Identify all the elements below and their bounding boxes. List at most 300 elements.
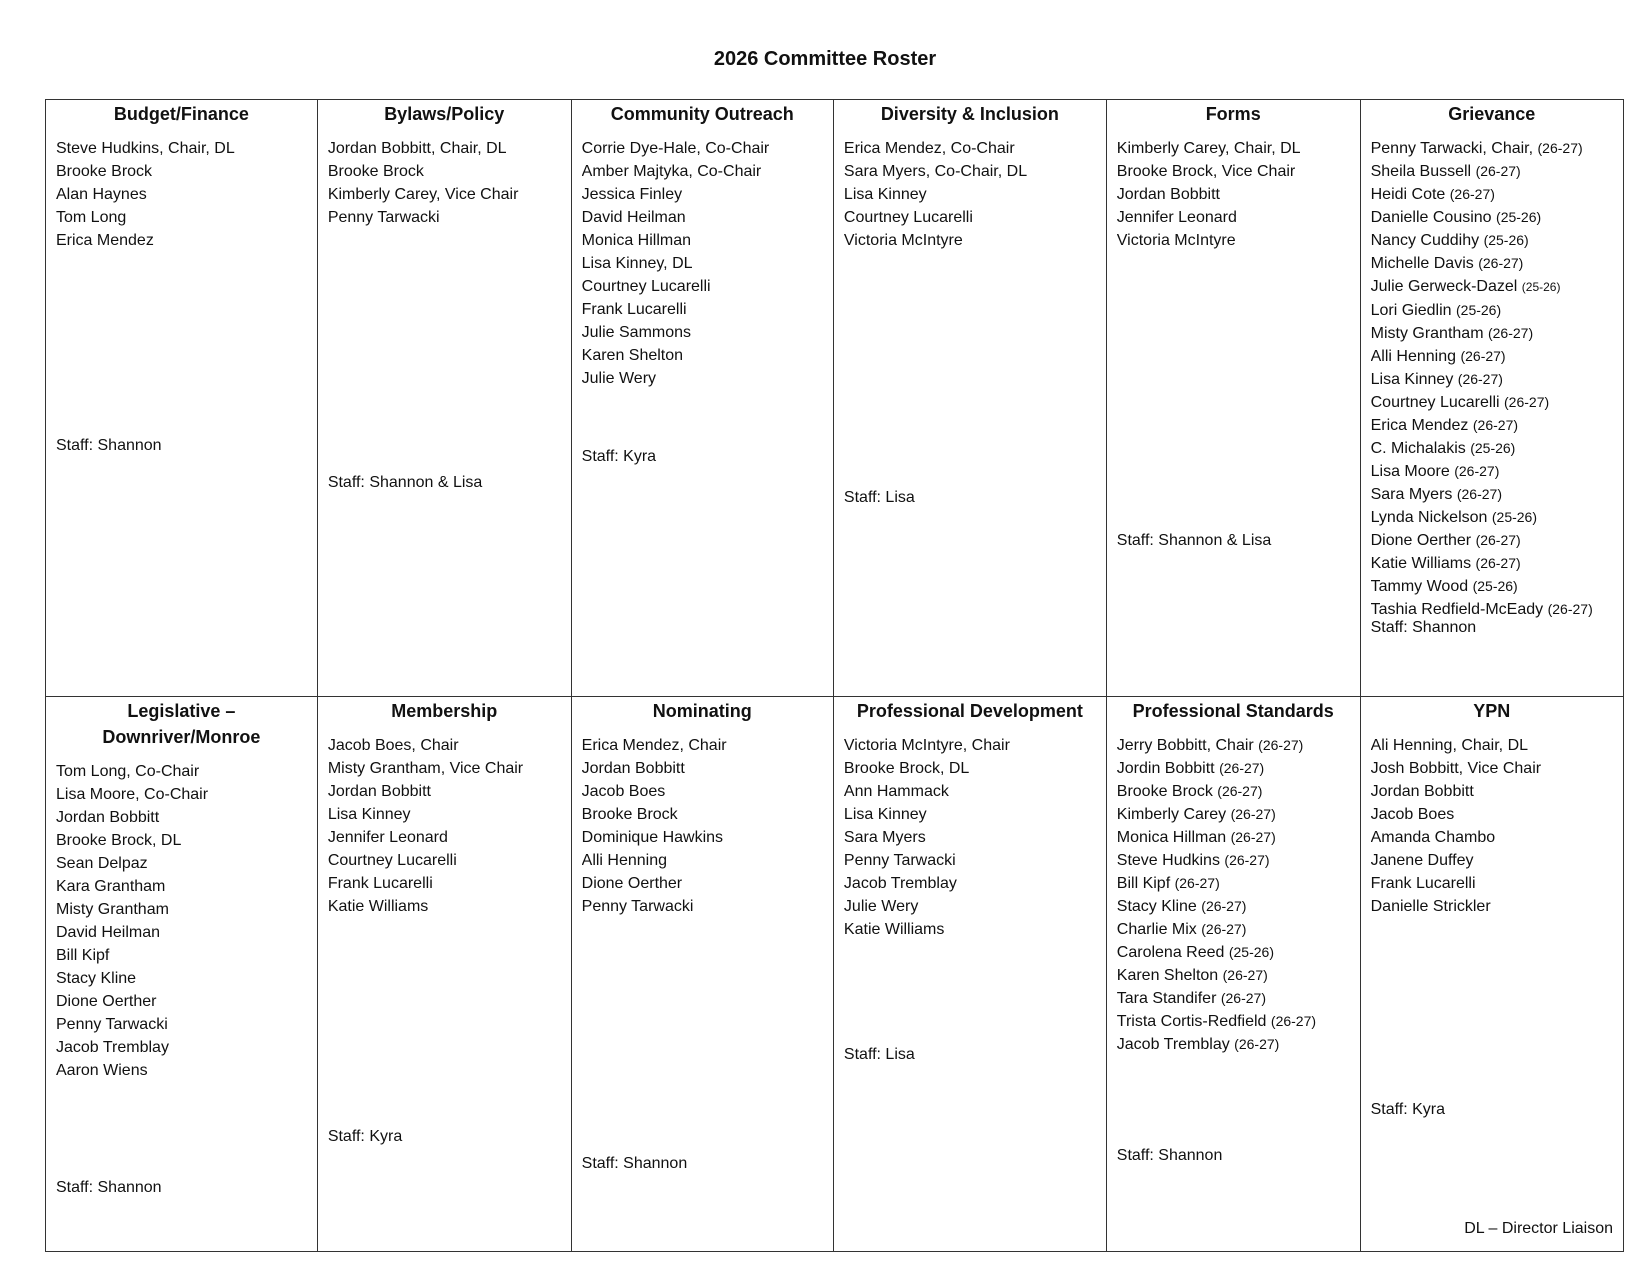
staff-contact: Staff: Shannon — [1370, 619, 1477, 636]
member-list — [328, 734, 561, 918]
member-name: Karen Shelton — [1116, 967, 1219, 984]
member-entry — [56, 137, 307, 160]
member-entry — [1117, 1033, 1350, 1056]
member-entry — [1117, 734, 1350, 757]
member-term: (25-26) — [1472, 578, 1518, 594]
member-entry — [1371, 368, 1613, 391]
member-term: (26-27) — [1454, 463, 1500, 479]
member-entry — [56, 1059, 307, 1082]
member-name: Erica Mendez — [1370, 417, 1469, 434]
member-name: Penny Tarwacki — [581, 898, 694, 915]
member-name: Kara Grantham — [56, 878, 166, 895]
member-name: Brooke Brock — [1116, 783, 1213, 800]
member-name: Steve Hudkins, Chair, DL — [56, 140, 235, 157]
committee-cell — [317, 697, 571, 1252]
member-name: Jennifer Leonard — [327, 829, 448, 846]
member-entry — [56, 944, 307, 967]
member-entry — [56, 898, 307, 921]
committee-title: Forms — [1205, 104, 1261, 124]
member-entry — [1371, 826, 1613, 849]
member-name: Brooke Brock, DL — [843, 760, 970, 777]
member-entry — [328, 734, 561, 757]
member-term: (26-27) — [1449, 186, 1495, 202]
member-name: Jennifer Leonard — [1116, 209, 1237, 226]
committee-title: Professional Standards — [1132, 701, 1334, 721]
member-entry — [582, 757, 823, 780]
member-entry — [844, 826, 1096, 849]
member-entry — [582, 367, 823, 390]
member-name: Dione Oerther — [1370, 532, 1472, 549]
member-name: Josh Bobbitt, Vice Chair — [1370, 760, 1542, 777]
member-entry — [1371, 437, 1613, 460]
staff-contact: Staff: Kyra — [1370, 1101, 1446, 1118]
member-list — [844, 137, 1096, 252]
member-entry — [1371, 552, 1613, 575]
member-entry — [844, 918, 1096, 941]
member-entry — [1371, 757, 1613, 780]
committee-title: Nominating — [652, 701, 752, 721]
member-entry — [1371, 252, 1613, 275]
member-term: (25-26) — [1470, 440, 1516, 456]
member-name: Victoria McIntyre — [843, 232, 963, 249]
member-entry — [1117, 206, 1350, 229]
member-term: (26-27) — [1219, 760, 1265, 776]
member-list — [582, 137, 823, 390]
member-term: (26-27) — [1547, 601, 1593, 617]
member-name: Erica Mendez — [56, 232, 154, 249]
member-name: Jerry Bobbitt, Chair — [1116, 737, 1254, 754]
member-entry — [1371, 734, 1613, 757]
member-name: Misty Grantham — [1370, 325, 1484, 342]
legend-note: DL – Director Liaison — [1464, 1220, 1613, 1237]
member-entry — [1371, 391, 1613, 414]
member-entry — [844, 206, 1096, 229]
member-list — [328, 137, 561, 229]
member-entry — [582, 160, 823, 183]
member-name: Katie Williams — [843, 921, 945, 938]
member-name: Lisa Kinney — [843, 806, 927, 823]
member-entry — [328, 849, 561, 872]
member-name: Stacy Kline — [56, 970, 137, 987]
member-entry — [1117, 918, 1350, 941]
member-name: Lisa Kinney — [327, 806, 411, 823]
member-entry — [844, 803, 1096, 826]
member-term: (26-27) — [1220, 990, 1266, 1006]
member-name: Monica Hillman — [1116, 829, 1227, 846]
member-list — [56, 760, 307, 1082]
member-entry — [1117, 1010, 1350, 1033]
staff-contact: Staff: Shannon & Lisa — [327, 474, 483, 491]
member-entry — [56, 183, 307, 206]
member-name: Brooke Brock — [581, 806, 678, 823]
member-name: Lisa Moore, Co-Chair — [56, 786, 209, 803]
member-name: Charlie Mix — [1116, 921, 1197, 938]
member-name: Amber Majtyka, Co-Chair — [581, 163, 762, 180]
member-entry — [844, 780, 1096, 803]
member-name: Dominique Hawkins — [581, 829, 724, 846]
member-name: Jacob Tremblay — [56, 1039, 169, 1056]
member-entry — [1371, 299, 1613, 322]
staff-contact: Staff: Shannon — [581, 1155, 688, 1172]
member-term: (26-27) — [1174, 875, 1220, 891]
member-entry — [56, 783, 307, 806]
member-entry — [1117, 872, 1350, 895]
member-entry — [844, 734, 1096, 757]
committee-title: Professional Development — [856, 701, 1083, 721]
member-name: Sheila Bussell — [1370, 163, 1472, 180]
page-title: 2026 Committee Roster — [713, 48, 937, 70]
member-entry — [1371, 322, 1613, 345]
member-name: Jordan Bobbitt — [327, 783, 431, 800]
member-name: Tashia Redfield-McEady — [1370, 601, 1544, 618]
member-entry — [328, 803, 561, 826]
member-entry — [1117, 780, 1350, 803]
member-term: (25-26) — [1496, 209, 1542, 225]
committee-cell — [571, 697, 833, 1252]
member-entry — [582, 895, 823, 918]
member-entry — [582, 298, 823, 321]
member-entry — [1371, 803, 1613, 826]
member-name: Erica Mendez, Co-Chair — [843, 140, 1015, 157]
member-name: Penny Tarwacki, Chair, — [1370, 140, 1534, 157]
member-entry — [582, 252, 823, 275]
member-name: Alan Haynes — [56, 186, 147, 203]
member-name: Karen Shelton — [581, 347, 684, 364]
member-entry — [328, 895, 561, 918]
member-entry — [56, 875, 307, 898]
committee-title: Grievance — [1448, 104, 1536, 124]
member-entry — [56, 921, 307, 944]
member-entry — [844, 895, 1096, 918]
staff-contact: Staff: Kyra — [581, 448, 657, 465]
member-entry — [56, 806, 307, 829]
member-list — [582, 734, 823, 918]
member-name: Courtney Lucarelli — [327, 852, 457, 869]
staff-contact: Staff: Lisa — [843, 489, 915, 506]
member-entry — [328, 780, 561, 803]
member-name: Stacy Kline — [1116, 898, 1197, 915]
member-entry — [1371, 529, 1613, 552]
member-name: Lisa Moore — [1370, 463, 1450, 480]
member-name: Amanda Chambo — [1370, 829, 1496, 846]
member-name: Julie Wery — [843, 898, 919, 915]
member-name: Brooke Brock, Vice Chair — [1116, 163, 1296, 180]
committee-title: YPN — [1473, 701, 1511, 721]
member-name: Brooke Brock — [327, 163, 424, 180]
committee-cell — [46, 100, 318, 697]
member-name: Dione Oerther — [581, 875, 683, 892]
member-list — [1371, 734, 1613, 918]
member-name: Sean Delpaz — [56, 855, 148, 872]
member-entry — [1117, 803, 1350, 826]
member-entry — [328, 183, 561, 206]
member-list — [56, 137, 307, 252]
member-entry — [1117, 941, 1350, 964]
member-entry — [1117, 895, 1350, 918]
member-entry — [1371, 160, 1613, 183]
member-name: Lynda Nickelson — [1370, 509, 1488, 526]
member-name: Courtney Lucarelli — [581, 278, 711, 295]
member-entry — [1117, 757, 1350, 780]
member-name: Brooke Brock — [56, 163, 153, 180]
member-term: (26-27) — [1230, 829, 1276, 845]
member-entry — [1371, 183, 1613, 206]
member-term: (26-27) — [1472, 417, 1519, 433]
member-entry — [582, 780, 823, 803]
member-entry — [1371, 895, 1613, 918]
member-entry — [1371, 575, 1613, 598]
member-entry — [328, 206, 561, 229]
member-entry — [582, 826, 823, 849]
member-entry — [328, 137, 561, 160]
member-entry — [56, 829, 307, 852]
member-entry — [1371, 206, 1613, 229]
member-name: Lisa Kinney — [1370, 371, 1454, 388]
committee-title: Membership — [391, 701, 498, 721]
member-name: C. Michalakis — [1370, 440, 1466, 457]
member-entry — [844, 160, 1096, 183]
member-name: Penny Tarwacki — [327, 209, 440, 226]
member-entry — [1117, 849, 1350, 872]
member-entry — [582, 321, 823, 344]
member-term: (25-26) — [1483, 232, 1529, 248]
member-name: Katie Williams — [1370, 555, 1472, 572]
committee-cell — [1360, 697, 1623, 1252]
member-name: Alli Henning — [581, 852, 668, 869]
staff-contact: Staff: Shannon — [56, 1179, 162, 1196]
member-entry — [1117, 987, 1350, 1010]
member-term: (26-27) — [1487, 325, 1534, 341]
member-name: Penny Tarwacki — [843, 852, 956, 869]
member-name: Kimberly Carey, Vice Chair — [327, 186, 519, 203]
staff-contact: Staff: Shannon — [1116, 1147, 1223, 1164]
member-entry — [844, 183, 1096, 206]
committee-cell — [1360, 100, 1623, 697]
committee-cell — [833, 100, 1106, 697]
committee-title: Legislative – Downriver/Monroe — [102, 701, 261, 747]
member-term: (26-27) — [1224, 852, 1270, 868]
member-entry — [582, 137, 823, 160]
member-name: Frank Lucarelli — [327, 875, 433, 892]
member-entry — [56, 990, 307, 1013]
committee-title: Diversity & Inclusion — [880, 104, 1059, 124]
member-term: (26-27) — [1478, 255, 1524, 271]
member-entry — [56, 852, 307, 875]
member-name: Misty Grantham — [56, 901, 169, 918]
member-entry — [844, 849, 1096, 872]
member-name: Lori Giedlin — [1370, 302, 1452, 319]
member-name: Victoria McIntyre — [1116, 232, 1236, 249]
roster-table — [45, 99, 1624, 1252]
member-name: Nancy Cuddihy — [1370, 232, 1480, 249]
member-name: Ali Henning, Chair, DL — [1370, 737, 1529, 754]
member-entry — [844, 137, 1096, 160]
member-name: Ann Hammack — [843, 783, 949, 800]
committee-title: Community Outreach — [610, 104, 794, 124]
member-term: (26-27) — [1504, 394, 1550, 410]
member-name: David Heilman — [581, 209, 686, 226]
member-entry — [328, 757, 561, 780]
member-entry — [56, 206, 307, 229]
member-entry — [56, 760, 307, 783]
member-entry — [582, 734, 823, 757]
member-term: (26-27) — [1201, 921, 1247, 937]
member-name: Sara Myers, Co-Chair, DL — [843, 163, 1028, 180]
member-name: Julie Sammons — [581, 324, 692, 341]
member-name: Jacob Boes, Chair — [327, 737, 459, 754]
member-name: Jacob Tremblay — [1116, 1036, 1230, 1053]
member-name: Jacob Boes — [581, 783, 666, 800]
member-name: Monica Hillman — [581, 232, 692, 249]
member-entry — [56, 1013, 307, 1036]
member-entry — [1371, 229, 1613, 252]
member-term: (25-26) — [1491, 509, 1538, 525]
member-name: Janene Duffey — [1370, 852, 1474, 869]
member-name: Brooke Brock, DL — [56, 832, 182, 849]
member-term: (26-27) — [1201, 898, 1247, 914]
member-name: Carolena Reed — [1116, 944, 1225, 961]
member-list — [1371, 137, 1613, 621]
member-entry — [1371, 275, 1613, 299]
member-entry — [1117, 826, 1350, 849]
member-name: Aaron Wiens — [56, 1062, 148, 1079]
member-name: Lisa Kinney, DL — [581, 255, 693, 272]
member-name: Tara Standifer — [1116, 990, 1217, 1007]
member-name: Alli Henning — [1370, 348, 1456, 365]
member-entry — [1117, 137, 1350, 160]
member-name: Victoria McIntyre, Chair — [843, 737, 1010, 754]
member-entry — [1117, 964, 1350, 987]
member-term: (26-27) — [1537, 140, 1583, 156]
member-term: (26-27) — [1475, 163, 1521, 179]
member-entry — [582, 206, 823, 229]
member-name: Trista Cortis-Redfield — [1116, 1013, 1267, 1030]
member-name: Katie Williams — [327, 898, 429, 915]
committee-cell — [1106, 697, 1360, 1252]
member-term: (26-27) — [1234, 1036, 1280, 1052]
member-name: Jordan Bobbitt — [1370, 783, 1474, 800]
member-term: (25-26) — [1456, 302, 1502, 318]
committee-cell — [46, 697, 318, 1252]
member-name: Frank Lucarelli — [581, 301, 687, 318]
member-entry — [582, 183, 823, 206]
member-name: Courtney Lucarelli — [1370, 394, 1500, 411]
member-name: Jordan Bobbitt — [1116, 186, 1220, 203]
member-name: Misty Grantham, Vice Chair — [327, 760, 524, 777]
member-entry — [844, 872, 1096, 895]
member-name: Julie Wery — [581, 370, 657, 387]
member-name: Bill Kipf — [56, 947, 110, 964]
member-entry — [582, 803, 823, 826]
member-entry — [582, 344, 823, 367]
member-name: Corrie Dye-Hale, Co-Chair — [581, 140, 770, 157]
member-name: Erica Mendez, Chair — [581, 737, 727, 754]
member-entry — [1371, 872, 1613, 895]
committee-cell — [317, 100, 571, 697]
member-list — [1117, 137, 1350, 252]
member-name: Tammy Wood — [1370, 578, 1469, 595]
member-entry — [582, 872, 823, 895]
member-entry — [582, 275, 823, 298]
committee-title: Bylaws/Policy — [384, 104, 505, 124]
member-entry — [1117, 160, 1350, 183]
member-entry — [1371, 506, 1613, 529]
committee-cell — [833, 697, 1106, 1252]
member-name: Jordan Bobbitt — [581, 760, 685, 777]
member-entry — [844, 757, 1096, 780]
member-entry — [844, 229, 1096, 252]
member-entry — [1371, 780, 1613, 803]
staff-contact: Staff: Shannon & Lisa — [1116, 532, 1272, 549]
member-term: (26-27) — [1217, 783, 1263, 799]
member-name: Bill Kipf — [1116, 875, 1171, 892]
staff-contact: Staff: Lisa — [843, 1046, 915, 1063]
committee-title: Budget/Finance — [113, 104, 249, 124]
member-name: Dione Oerther — [56, 993, 157, 1010]
member-entry — [328, 826, 561, 849]
member-name: Danielle Cousino — [1370, 209, 1492, 226]
member-name: Jessica Finley — [581, 186, 683, 203]
member-term: (26-27) — [1457, 371, 1503, 387]
staff-contact: Staff: Shannon — [56, 437, 162, 454]
member-name: David Heilman — [56, 924, 161, 941]
member-entry — [1371, 460, 1613, 483]
member-name: Kimberly Carey, Chair, DL — [1116, 140, 1301, 157]
member-name: Danielle Strickler — [1370, 898, 1491, 915]
member-name: Frank Lucarelli — [1370, 875, 1476, 892]
member-entry — [1371, 137, 1613, 160]
member-name: Lisa Kinney — [843, 186, 927, 203]
member-term: (26-27) — [1475, 532, 1521, 548]
member-term: (26-27) — [1230, 806, 1276, 822]
member-list — [1117, 734, 1350, 1056]
member-name: Steve Hudkins — [1116, 852, 1220, 869]
member-name: Jordin Bobbitt — [1116, 760, 1215, 777]
member-name: Jacob Boes — [1370, 806, 1455, 823]
member-entry — [1117, 183, 1350, 206]
member-name: Jordan Bobbitt, Chair, DL — [327, 140, 507, 157]
member-entry — [328, 872, 561, 895]
member-entry — [56, 1036, 307, 1059]
member-term: (26-27) — [1475, 555, 1521, 571]
member-entry — [328, 160, 561, 183]
member-name: Kimberly Carey — [1116, 806, 1227, 823]
member-name: Julie Gerweck-Dazel — [1370, 278, 1518, 295]
member-term: (25-26) — [1521, 280, 1561, 294]
member-name: Heidi Cote — [1370, 186, 1446, 203]
member-entry — [1371, 414, 1613, 437]
member-entry — [56, 160, 307, 183]
member-name: Jordan Bobbitt — [56, 809, 160, 826]
member-term: (26-27) — [1258, 737, 1304, 753]
member-name: Michelle Davis — [1370, 255, 1474, 272]
member-entry — [1117, 229, 1350, 252]
member-entry — [1371, 483, 1613, 506]
member-entry — [1371, 345, 1613, 368]
member-entry — [56, 229, 307, 252]
member-name: Sara Myers — [843, 829, 926, 846]
member-list — [844, 734, 1096, 941]
member-entry — [56, 967, 307, 990]
member-term: (26-27) — [1456, 486, 1502, 502]
member-name: Courtney Lucarelli — [843, 209, 973, 226]
member-entry — [1371, 849, 1613, 872]
member-entry — [582, 849, 823, 872]
member-name: Jacob Tremblay — [843, 875, 957, 892]
member-term: (26-27) — [1270, 1013, 1317, 1029]
member-name: Sara Myers — [1370, 486, 1453, 503]
staff-contact: Staff: Kyra — [327, 1128, 403, 1145]
